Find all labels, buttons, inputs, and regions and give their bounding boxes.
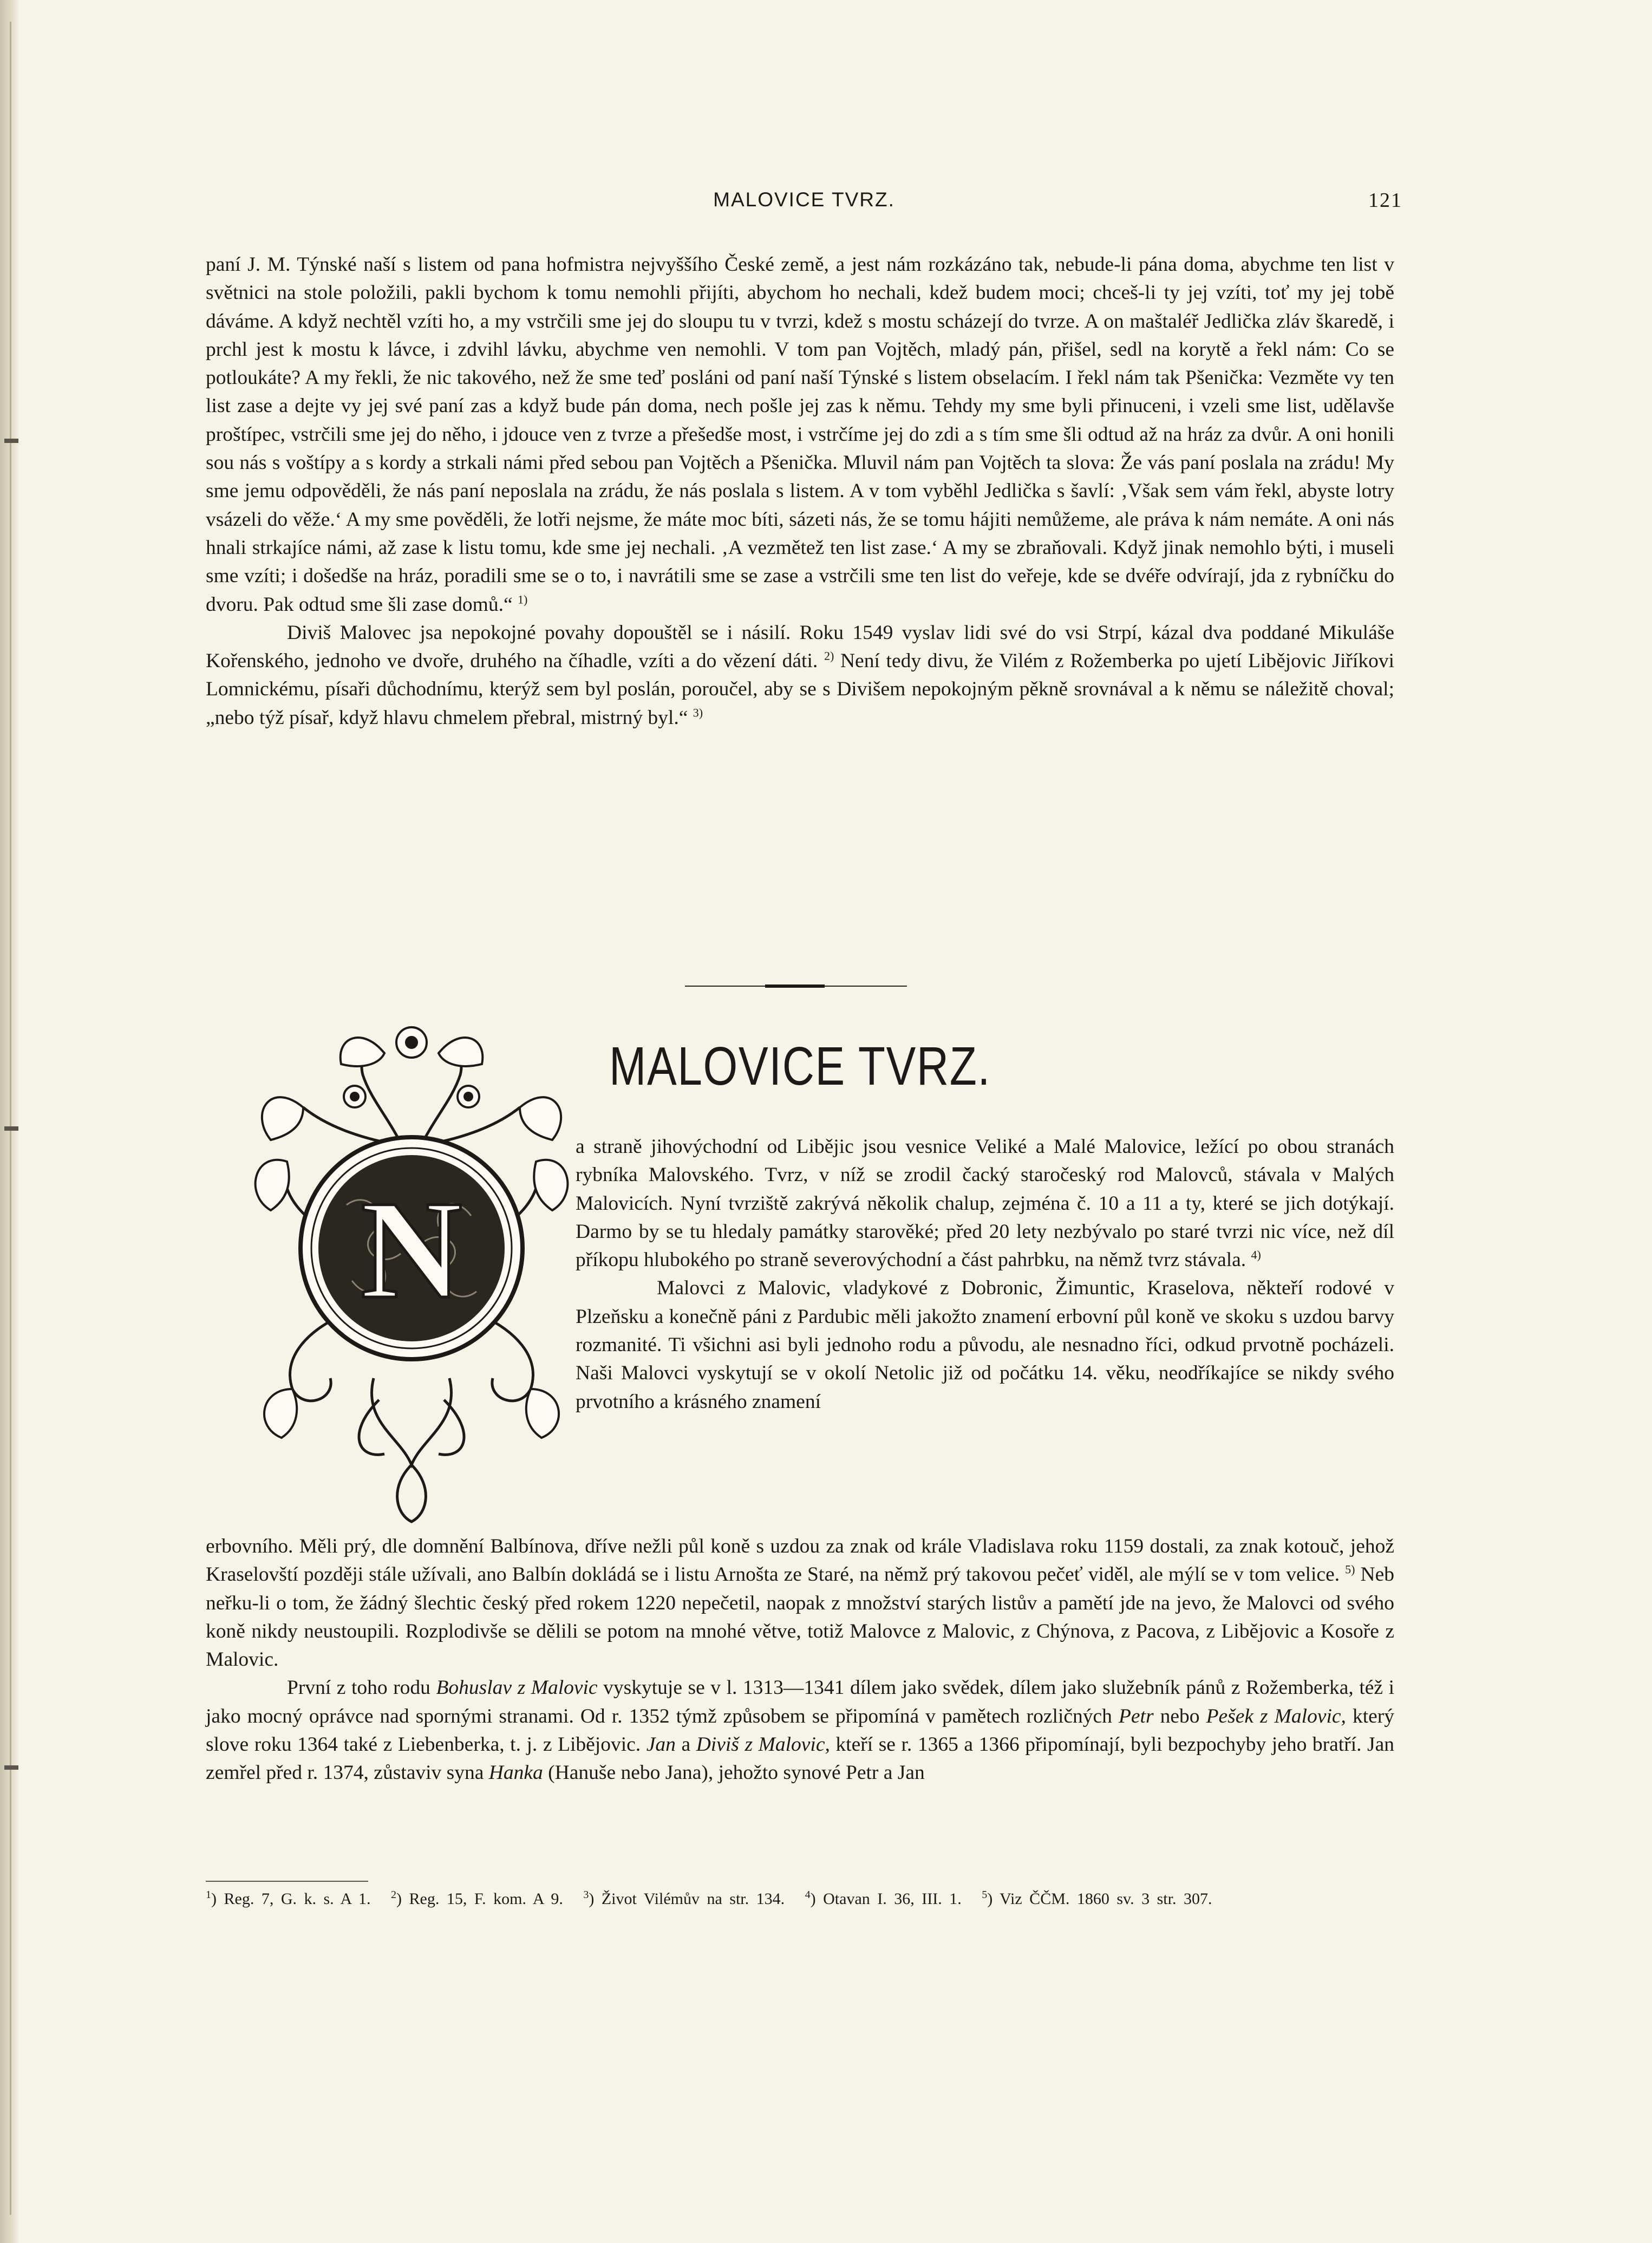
footnote-ref-number: 2: [824, 649, 830, 663]
footnote: $^1$) Reg. 7, G. k. s. A 1.: [206, 1889, 371, 1908]
text-run: který slove roku 1364 také z Liebenberka, t. j. z Libějovic.: [206, 1705, 1395, 1756]
person-name: Petr: [1118, 1705, 1154, 1727]
paragraph-text: Neb neřku-li o tom, že žádný šlechtic český před rokem 1220 nepečetil, naopak z množství starých listův a pamětí jde na jevo, že Malovci od svého koně nikdy neustoupili. Rozplodivše se dělili se potom na mnohé větve, totiž Malovce z Malovic, z Chýnova, z Pacova, z Libějovic a Kosoře z Malovic.: [206, 1563, 1395, 1671]
footnote: $^4$) Otavan I. 36, III. 1.: [805, 1889, 962, 1908]
leaf-icon: [526, 1389, 559, 1438]
text-run: První z toho rodu: [287, 1677, 430, 1699]
footnote-number: 5: [982, 1889, 988, 1901]
section-divider: [685, 984, 907, 988]
leaf-icon: [534, 1160, 567, 1210]
footnote: $^2$) Reg. 15, F. kom. A 9.: [391, 1889, 563, 1908]
footnote-ref: 2): [824, 649, 834, 663]
footnote: $^3$) Život Vilémův na str. 134.: [583, 1889, 785, 1908]
footnote-ref-number: 1: [517, 592, 524, 607]
footnote-ref-number: 4: [1251, 1248, 1257, 1262]
leaf-icon: [520, 1097, 561, 1140]
footnote-text: Viz ČČM. 1860 sv. 3 str. 307.: [1000, 1890, 1212, 1908]
running-title: MALOVICE TVRZ.: [713, 188, 895, 211]
text-run: vyskytuje se v l. 1313—1341 dílem jako svědek, dílem jako služebník pánů z Rožemberka, též i jako mocný oprávce nad spornými stranami. Od r. 1352 týmž způsobem se připomíná v pamětech rozličných: [206, 1677, 1395, 1727]
footnote-text: Reg. 7, G. k. s. A 1.: [224, 1890, 371, 1908]
person-name: Jan: [646, 1733, 676, 1756]
footnote-ref: 4): [1251, 1248, 1261, 1262]
footnote-ref-number: 5: [1345, 1562, 1351, 1576]
person-name: Hanka: [488, 1762, 543, 1784]
ornamental-drop-cap: [238, 1010, 585, 1530]
running-head: [206, 188, 1402, 221]
drop-cap-letter: N: [361, 1172, 462, 1328]
paragraph-continued: [206, 251, 1394, 619]
person-name: Pešek z Malovic,: [1206, 1705, 1346, 1727]
paragraph-text: Není tedy divu, že Vilém z Rožemberka po ujetí Libějovic Jiříkovi Lomnickému, písaři důchodnímu, kterýž sem byl poslán, poroučel, aby se s Divišem nepokojným pěkně srovnával a k němu se náležitě choval; „nebo týž písař, když hlavu chmelem přebral, mistrný byl.“: [206, 650, 1395, 729]
page-number: 121: [1368, 189, 1402, 212]
footnote-ref: 1): [517, 592, 528, 607]
footnote: $^5$) Viz ČČM. 1860 sv. 3 str. 307.: [982, 1889, 1212, 1908]
paragraph-malovci-continued: [206, 1533, 1394, 1674]
body-text-bottom: [206, 1533, 1394, 1788]
paragraph-first-of-line: [206, 1674, 1394, 1787]
footnote-number: 3: [583, 1889, 589, 1901]
divider-accent: [765, 984, 825, 988]
footnote-text: Život Vilémův na str. 134.: [601, 1890, 785, 1908]
footnote-rule: [206, 1881, 368, 1882]
footnote-number: 1: [206, 1889, 211, 1901]
person-name: Bohuslav z Malovic: [436, 1677, 598, 1699]
text-run: kteří se r. 1365 a 1366 připomínají, byli bezpochyby jeho bratří. Jan zemřel před r. 1374, zůstaviv syna: [206, 1733, 1395, 1784]
body-text-top: [206, 251, 1394, 732]
footnote-number: 4: [805, 1889, 811, 1901]
leaf-icon: [256, 1160, 289, 1210]
paragraph-text: Malovci z Malovic, vladykové z Dobronic, Žimuntic, Kraselova, někteří rodové v Plzeňsku a konečně páni z Pardubic měli jakožto znamení erbovní půl koně ve skoku s uzdou barvy rozmanité. Ti všichni asi byli jednoho rodu a původu, ale nesnadno říci, odkud prvotně pocházeli. Naši Malovci vyskytují se v okolí Netolic již od počátku 14. věku, neodříkajíce se nikdy svého prvotního a krásného znamení: [576, 1277, 1394, 1413]
body-text-beside-ornament: [576, 1133, 1394, 1416]
footnote-text: Otavan I. 36, III. 1.: [823, 1890, 962, 1908]
section-title: MALOVICE TVRZ.: [609, 1036, 991, 1097]
footnote-ref-number: 3: [693, 706, 699, 720]
paragraph-text: Diviš Malovec jsa nepokojné povahy dopouštěl se i násilí. Roku 1549 vyslav lidi své do vsi Strpí, kázal dva poddané Mikuláše Kořenského, jednoho ve dvoře, druhého na číhadle, vzíti a do vězení dáti.: [206, 621, 1394, 673]
text-run: nebo: [1160, 1705, 1200, 1727]
text-run: a: [681, 1733, 691, 1756]
footnote-number: 2: [391, 1889, 397, 1901]
leaf-icon: [341, 1038, 384, 1066]
paragraph-divis: [206, 619, 1394, 732]
person-name: Diviš z Malovic,: [696, 1733, 830, 1756]
leaf-icon: [262, 1097, 303, 1140]
leaf-icon: [439, 1038, 482, 1066]
footnotes: [206, 1888, 1394, 1911]
paragraph-text: paní J. M. Týnské naší s listem od pana hofmistra nejvyššího České země, a jest nám rozkázáno tak, nebude-li pána doma, abychme ten list v světnici na stole položili, pakli bychom k tomu nemohli přijíti, abychom ho nechali, kdež budem moci; chceš-li ty jej vzíti, toť my jej tobě dáváme. A když nechtěl vzíti ho, a my vstrčili sme jej do sloupu tu v tvrzi, kdež s mostu scházejí do tvrze. A on maštaléř Jedlička zláv škaredě, i prchl jest k mostu k lávce, i zdvihl lávku, abychme ven nemohli. V tom pan Vojtěch, mladý pán, přišel, sedl na korytě a řekl nám: Co se potloukáte? A my řekli, že nic takového, než že sme teď posláni od paní naší Týnské s listem obselacím. I řekl nám tak Pšenička: Vezměte vy ten list zase a dejte vy jej své paní zas a když bude pán doma, nech pošle jej zas k němu. Tehdy my sme byli přinuceni, i vzeli sme list, udělavše proštípec, vstrčili sme jej do něho, i jdouce ven z tvrze a přešedše most, i vstrčíme jej do zdi a s tím sme šli odtud až na hráz za dvůr. A oni honili sou nás s voštípy a s kordy a strkali námi před sebou pan Vojtěch a Pšenička. Mluvil nám pan Vojtěch ta slova: Že vás paní poslala na zrádu! My sme jemu odpověděli, že nás paní neposlala na zrádu, že nás poslala s listem. A v tom vyběhl Jedlička s šavlí: ‚Však sem vám řekl, abyste lotry vsázeli do věže.‘ A my sme pověděli, že lotři nejsme, že máte moc bíti, sázeti nás, že se tomu hájiti nemůžeme, ale práva k nám nemáte. A oni nás hnali strkajíce námi, až zase k listu tomu, kde sme jej nechali. ‚A vezmětež ten list zase.‘ A my se zbraňovali. Když jinak nemohlo býti, i museli sme vzíti; i došedše na hráz, poradili sme se o to, i navrátili sme se zase a vstrčili sme ten list do veřeje, kde se dvéře odvírají, jda z rybníčku do dvoru. Pak odtud sme šli zase domů.“: [206, 253, 1394, 616]
paragraph-text: a straně jihovýchodní od Libějic jsou vesnice Veliké a Malé Malovice, ležící po obou stranách rybníka Malovského. Tvrz, v níž se zrodil čacký staročeský rod Malovců, stávala v Malých Malovicích. Nyní tvrziště zakrývá několik chalup, zejména č. 10 a 11 a ty, které se jich dotýkají. Darmo by se tu hledaly památky starověké; před 20 lety nezbývalo po staré tvrzi nic více, než díl příkopu hlubokého po straně severovýchodní a část pahrbku, na němž tvrz stávala.: [576, 1136, 1394, 1272]
footnote-ref: 3): [693, 706, 703, 720]
footnote-ref: 5): [1345, 1562, 1355, 1576]
footnote-text: Reg. 15, F. kom. A 9.: [409, 1890, 563, 1908]
leaf-icon: [264, 1389, 297, 1438]
paragraph-opening: [576, 1133, 1394, 1274]
text-run: (Hanuše nebo Jana), jehožto synové Petr a Jan: [548, 1762, 925, 1784]
paragraph-malovci: [576, 1274, 1394, 1416]
paragraph-text: erbovního. Měli prý, dle domnění Balbínova, dříve nežli půl koně s uzdou za znak od krále Vladislava roku 1159 dostali, za znak kotouč, jehož Kraselovští později stále užívali, ano Balbín dokládá se i listu Arnošta ze Staré, na němž prý takovou pečeť viděl, ale mýlí se v tom velice.: [206, 1535, 1394, 1586]
